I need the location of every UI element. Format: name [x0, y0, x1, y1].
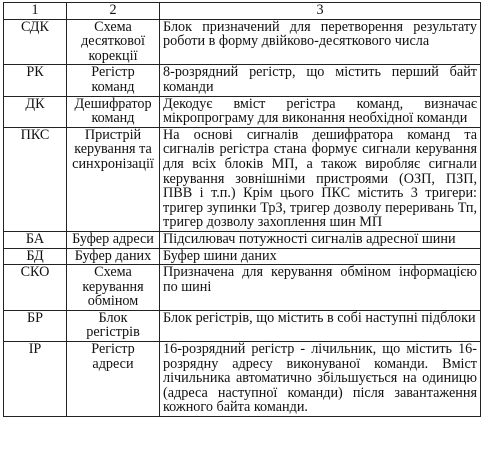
table-row [4, 127, 481, 231]
row-description: Буфер шини даних [160, 248, 481, 265]
row-name: Регістр адреси [67, 342, 160, 417]
table-row [4, 342, 481, 417]
row-description: Декодує вміст регістра команд, визначає мікропрограму для виконання необхідної команди [160, 96, 481, 127]
table-row [4, 65, 481, 96]
table-row [4, 265, 481, 311]
header-col-2: 2 [67, 3, 160, 20]
row-abbreviation: БР [4, 310, 67, 341]
row-name: Буфер адреси [67, 231, 160, 248]
table-row [4, 96, 481, 127]
row-name: Схема керування обміном [67, 265, 160, 311]
row-description: Блок регістрів, що містить в собі наступні підблоки [160, 310, 481, 341]
row-name: Схема десяткової корекції [67, 19, 160, 65]
row-abbreviation: ДК [4, 96, 67, 127]
header-row [4, 3, 481, 20]
row-name: Блок регістрів [67, 310, 160, 341]
row-abbreviation: СДК [4, 19, 67, 65]
row-description: Підсилювач потужності сигналів адресної шини [160, 231, 481, 248]
row-description: 16-розрядний регістр - лічильник, що містить 16-розрядну адресу виконуваної команди. Вміст лічильника автоматично збільшується на одиницю (адреса наступної команди) після завантаження кожного байта команди. [160, 342, 481, 417]
row-description: На основі сигналів дешифратора команд та сигналів регістра стана формує сигнали керування для всіх блоків МП, а також виробляє сигнали керування зовнішніми пристроями (ОЗП, ПЗП, ПВВ і т.п.) Крім цього ПКС містить 3 тригери: тригер зупинки ТрЗ, тригер дозволу переривань Тп, тригер дозволу захоплення шин МП [160, 127, 481, 231]
row-abbreviation: IP [4, 342, 67, 417]
row-name: Регістр команд [67, 65, 160, 96]
header-col-3: 3 [160, 3, 481, 20]
table-row [4, 248, 481, 265]
row-abbreviation: СКО [4, 265, 67, 311]
row-name: Дешифратор команд [67, 96, 160, 127]
row-abbreviation: БА [4, 231, 67, 248]
table-row [4, 231, 481, 248]
table-row [4, 19, 481, 65]
components-table [3, 2, 481, 417]
row-name: Буфер даних [67, 248, 160, 265]
header-col-1: 1 [4, 3, 67, 20]
row-abbreviation: РК [4, 65, 67, 96]
row-abbreviation: ПКС [4, 127, 67, 231]
table-row [4, 310, 481, 341]
row-description: Призначена для керування обміном інформацією по шині [160, 265, 481, 311]
row-name: Пристрій керування та синхронізації [67, 127, 160, 231]
row-abbreviation: БД [4, 248, 67, 265]
row-description: 8-розрядний регістр, що містить перший байт команди [160, 65, 481, 96]
row-description: Блок призначений для перетворення результату роботи в форму двійково-десяткового числа [160, 19, 481, 65]
